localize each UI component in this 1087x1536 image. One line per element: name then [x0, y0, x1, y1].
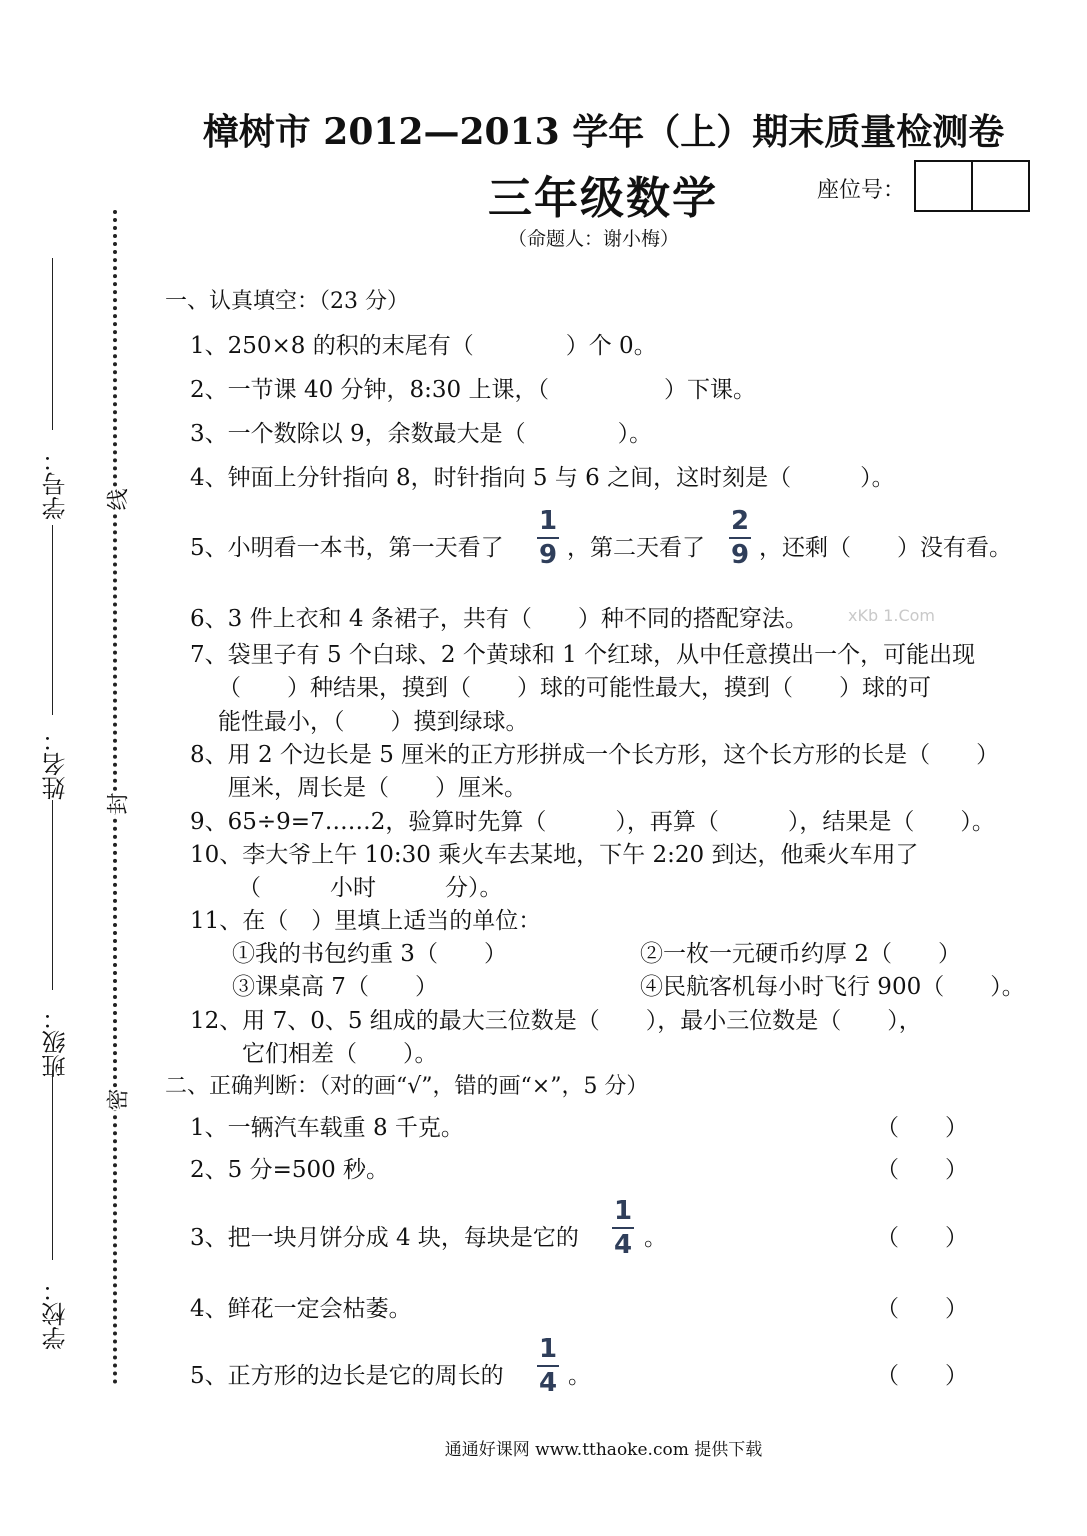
- q1-12-line1: 12、用 7、0、5 组成的最大三位数是（ ），最小三位数是（ ），: [190, 1008, 922, 1034]
- q1-4: 4、钟面上分针指向 8，时针指向 5 与 6 之间，这时刻是（ ）。: [190, 465, 895, 491]
- seat-label: 座位号：: [817, 178, 906, 203]
- judge-2: 2、5 分=500 秒。: [190, 1157, 390, 1183]
- judge-5-fraction: [535, 1334, 561, 1398]
- judge-3-period: 。: [644, 1225, 667, 1251]
- fraction-bar: [612, 1227, 634, 1229]
- q1-6: 6、3 件上衣和 4 条裙子，共有（ ）种不同的搭配穿法。: [190, 606, 808, 632]
- q1-5-fraction-2: [727, 506, 753, 570]
- judge-3-fraction: [610, 1196, 636, 1260]
- footer-credit: 通通好课网 www.tthaoke.com 提供下载: [444, 1440, 763, 1460]
- judge-3-bracket[interactable]: （ ）: [876, 1225, 968, 1251]
- judge-4-bracket[interactable]: （ ）: [876, 1296, 968, 1322]
- seal-char-seal: 封: [100, 792, 135, 814]
- q1-8-line1: 8、用 2 个边长是 5 厘米的正方形拼成一个长方形，这个长方形的长是（ ）: [190, 742, 1000, 768]
- q1-11-item3: ③课桌高 7（ ）: [232, 974, 438, 1000]
- class-line[interactable]: [52, 800, 53, 990]
- q1-5-fraction-1: [535, 506, 561, 570]
- fraction-denominator: 4: [538, 1368, 558, 1398]
- judge-3: 3、把一块月饼分成 4 块，每块是它的: [190, 1225, 579, 1251]
- fraction-denominator: 9: [538, 540, 558, 570]
- fraction-numerator: 1: [538, 506, 558, 536]
- q1-12-line2: 它们相差（ ）。: [242, 1041, 438, 1067]
- seat-box-2[interactable]: [971, 160, 1030, 212]
- judge-1-bracket[interactable]: （ ）: [876, 1115, 968, 1141]
- school-label: 学校：: [42, 1278, 70, 1350]
- fraction-numerator: 1: [613, 1196, 633, 1226]
- q1-7-line1: 7、袋里子有 5 个白球、2 个黄球和 1 个红球，从中任意摸出一个，可能出现: [190, 642, 976, 668]
- judge-5: 5、正方形的边长是它的周长的: [190, 1363, 504, 1389]
- seal-char-line: 线: [100, 488, 135, 510]
- q1-10-line1: 10、李大爷上午 10:30 乘火车去某地，下午 2:20 到达，他乘火车用了: [190, 842, 919, 868]
- seat-box-1[interactable]: [914, 160, 973, 212]
- q1-10-line2: （ 小时 分）。: [238, 875, 503, 901]
- judge-5-bracket[interactable]: （ ）: [876, 1363, 968, 1389]
- fraction-bar: [537, 1365, 559, 1367]
- seal-char-secret: 密: [100, 1088, 135, 1110]
- q1-11-item4: ④民航客机每小时飞行 900（ ）。: [640, 974, 1025, 1000]
- school-line[interactable]: [52, 1070, 53, 1260]
- name-label: 姓名：: [42, 728, 70, 800]
- q1-7-line3: 能性最小，（ ）摸到绿球。: [218, 709, 529, 735]
- q1-8-line2: 厘米，周长是（ ）厘米。: [228, 775, 527, 801]
- fraction-denominator: 4: [613, 1230, 633, 1260]
- fraction-bar: [537, 537, 559, 539]
- student-id-label: 学号：: [42, 448, 70, 520]
- fraction-numerator: 1: [538, 1334, 558, 1364]
- judge-5-period: 。: [568, 1363, 591, 1389]
- judge-1: 1、一辆汽车载重 8 千克。: [190, 1115, 464, 1141]
- student-id-line[interactable]: [52, 258, 53, 430]
- q1-3: 3、一个数除以 9，余数最大是（ ）。: [190, 421, 653, 447]
- q1-1: 1、250×8 的积的末尾有（ ）个 0。: [190, 333, 657, 359]
- name-line[interactable]: [52, 525, 53, 715]
- watermark: xKb 1.Com: [848, 606, 936, 625]
- q1-2: 2、一节课 40 分钟，8:30 上课，（ ）下课。: [190, 377, 756, 403]
- q1-11-item2: ②一枚一元硬币约厚 2（ ）: [640, 941, 961, 967]
- fraction-numerator: 2: [730, 506, 750, 536]
- section2-heading: 二、正确判断：（对的画“√”，错的画“×”，5 分）: [165, 1074, 649, 1099]
- q1-7-line2: （ ）种结果，摸到（ ）球的可能性最大，摸到（ ）球的可: [218, 675, 931, 701]
- q1-5-part3: ，还剩（ ）没有看。: [759, 535, 1012, 561]
- q1-5-part1: 5、小明看一本书，第一天看了: [190, 535, 504, 561]
- subject-title: 三年级数学: [488, 173, 718, 224]
- q1-5-part2: ，第二天看了: [567, 535, 705, 561]
- section1-heading: 一、认真填空：（23 分）: [165, 289, 409, 314]
- fraction-bar: [729, 537, 751, 539]
- author-line: （命题人：谢小梅）: [508, 228, 680, 250]
- judge-4: 4、鲜花一定会枯萎。: [190, 1296, 412, 1322]
- q1-11-heading: 11、在（ ）里填上适当的单位：: [190, 908, 542, 934]
- fraction-denominator: 9: [730, 540, 750, 570]
- q1-11-item1: ①我的书包约重 3（ ）: [232, 941, 507, 967]
- class-label: 班级：: [42, 1006, 70, 1078]
- judge-2-bracket[interactable]: （ ）: [876, 1157, 968, 1183]
- q1-9: 9、65÷9=7……2，验算时先算（ ），再算（ ），结果是（ ）。: [190, 809, 995, 835]
- exam-title: 樟树市 2012—2013 学年（上）期末质量检测卷: [202, 111, 1005, 153]
